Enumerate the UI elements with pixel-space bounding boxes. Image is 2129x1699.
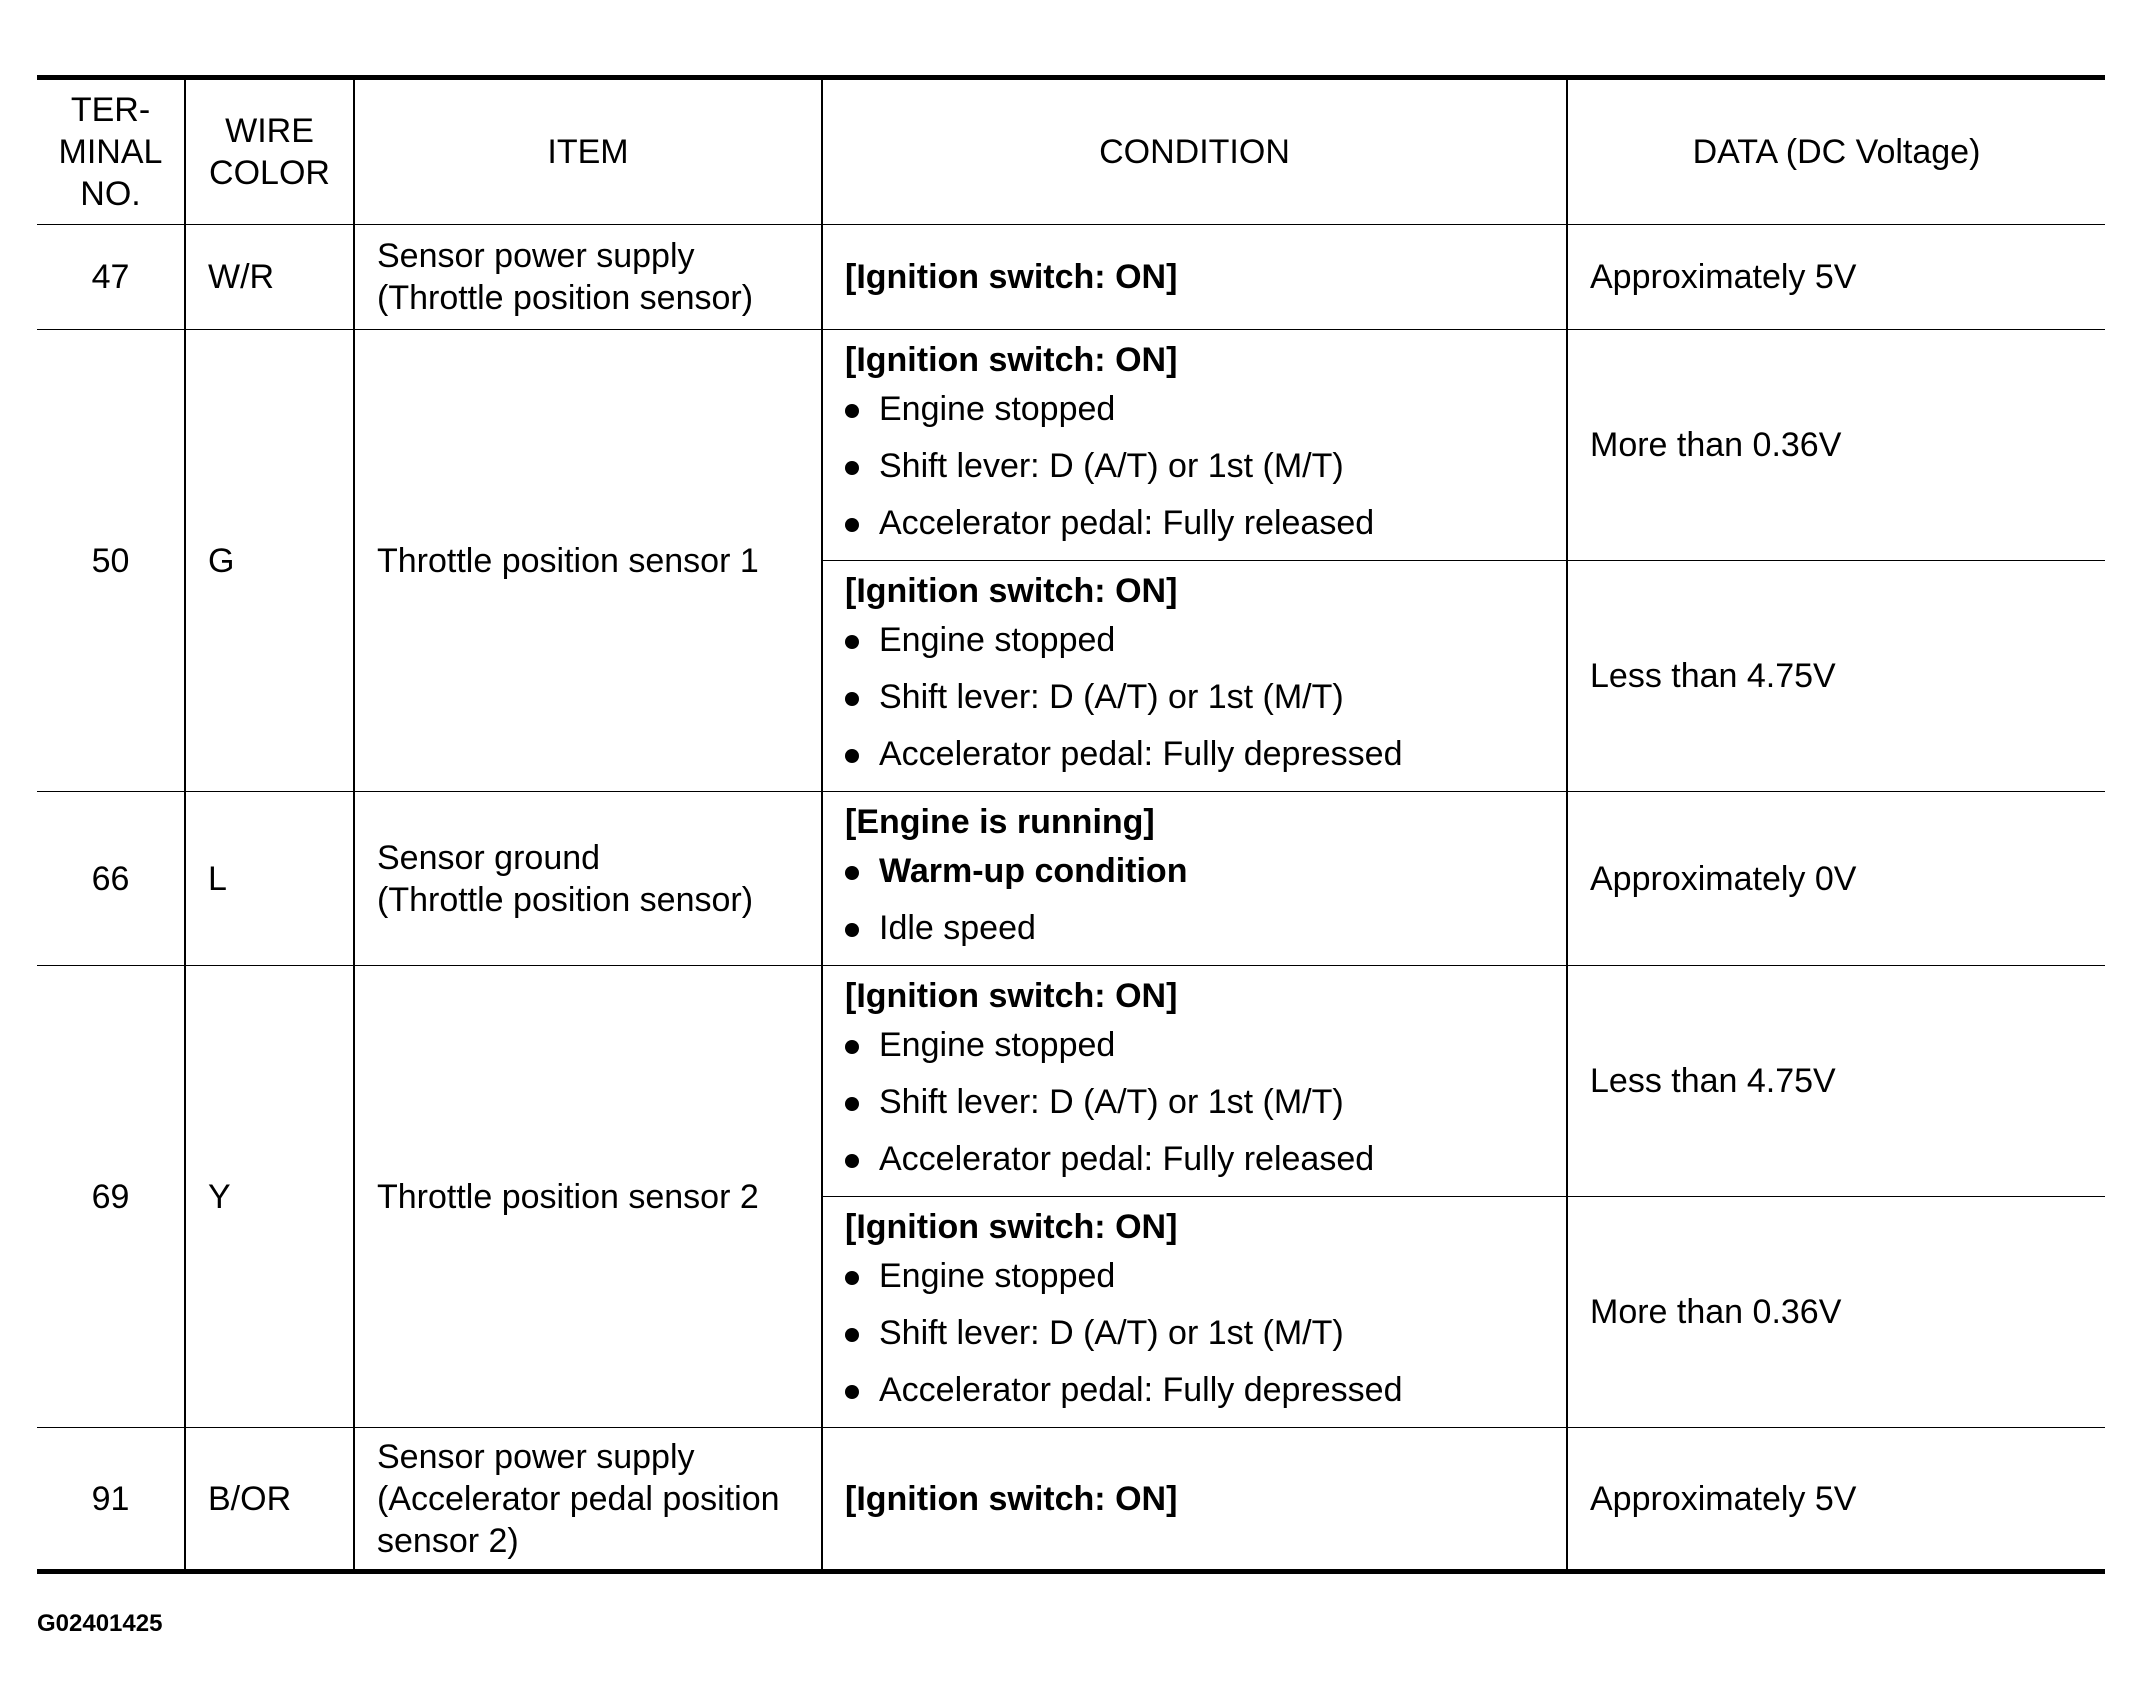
bullet-text: Accelerator pedal: Fully released: [879, 503, 1375, 542]
condition-cell: [822, 966, 1567, 1197]
condition-bullet: [845, 1362, 1556, 1419]
condition-bullet: [845, 843, 1556, 900]
bullet-icon: [845, 692, 859, 706]
bullet-icon: [845, 1040, 859, 1054]
data-voltage-cell: Less than 4.75V: [1567, 561, 2105, 792]
condition-header: [Ignition switch: ON]: [845, 976, 1178, 1015]
condition-header: [Ignition switch: ON]: [845, 571, 1178, 610]
condition-cell: [822, 1428, 1567, 1572]
data-voltage-cell: Approximately 5V: [1567, 1428, 2105, 1572]
condition-bullet: [845, 1248, 1556, 1305]
bullet-icon: [845, 1385, 859, 1399]
bullet-text: Shift lever: D (A/T) or 1st (M/T): [879, 1313, 1344, 1352]
bullet-text: Engine stopped: [879, 1025, 1116, 1064]
condition-header: [Ignition switch: ON]: [845, 340, 1178, 379]
header-data: DATA (DC Voltage): [1567, 78, 2105, 225]
bullet-text: Idle speed: [879, 908, 1036, 947]
condition-bullet: [845, 438, 1556, 495]
bullet-icon: [845, 1328, 859, 1342]
condition-cell: [822, 561, 1567, 792]
table-row: [37, 966, 2105, 1197]
table-row: [37, 1428, 2105, 1572]
bullet-icon: [845, 404, 859, 418]
wire-color-cell: Y: [185, 966, 354, 1428]
condition-bullet: [845, 900, 1556, 957]
header-terminal-no: TER- MINAL NO.: [37, 78, 185, 225]
terminal-data-table-container: [37, 75, 2105, 1574]
header-row: [37, 78, 2105, 225]
condition-cell: [822, 792, 1567, 966]
bullet-icon: [845, 749, 859, 763]
bullet-icon: [845, 866, 859, 880]
data-voltage-cell: Less than 4.75V: [1567, 966, 2105, 1197]
bullet-icon: [845, 518, 859, 532]
table-body: [37, 225, 2105, 1572]
condition-header: [Ignition switch: ON]: [845, 1479, 1178, 1518]
condition-bullet: [845, 1131, 1556, 1188]
bullet-text: Engine stopped: [879, 389, 1116, 428]
item-cell: Sensor power supply (Throttle position sensor): [354, 225, 822, 330]
bullet-text: Accelerator pedal: Fully depressed: [879, 1370, 1403, 1409]
figure-code: G02401425: [37, 1610, 163, 1637]
data-voltage-cell: Approximately 0V: [1567, 792, 2105, 966]
wire-color-cell: B/OR: [185, 1428, 354, 1572]
terminal-no-cell: 50: [37, 330, 185, 792]
condition-bullet: [845, 669, 1556, 726]
header-condition: CONDITION: [822, 78, 1567, 225]
condition-bullet: [845, 381, 1556, 438]
condition-bullet: [845, 1074, 1556, 1131]
bullet-icon: [845, 923, 859, 937]
terminal-no-cell: 66: [37, 792, 185, 966]
bullet-icon: [845, 1271, 859, 1285]
bullet-icon: [845, 1154, 859, 1168]
wire-color-cell: G: [185, 330, 354, 792]
condition-header: [Ignition switch: ON]: [845, 1207, 1178, 1246]
header-item: ITEM: [354, 78, 822, 225]
wire-color-cell: W/R: [185, 225, 354, 330]
condition-cell: [822, 330, 1567, 561]
data-voltage-cell: Approximately 5V: [1567, 225, 2105, 330]
data-voltage-cell: More than 0.36V: [1567, 330, 2105, 561]
condition-bullet: [845, 612, 1556, 669]
bullet-text: Accelerator pedal: Fully depressed: [879, 734, 1403, 773]
condition-cell: [822, 1197, 1567, 1428]
bullet-text: Shift lever: D (A/T) or 1st (M/T): [879, 446, 1344, 485]
bullet-text: Accelerator pedal: Fully released: [879, 1139, 1375, 1178]
table-row: [37, 792, 2105, 966]
data-voltage-cell: More than 0.36V: [1567, 1197, 2105, 1428]
item-cell: Sensor ground (Throttle position sensor): [354, 792, 822, 966]
terminal-no-cell: 47: [37, 225, 185, 330]
bullet-text: Engine stopped: [879, 1256, 1116, 1295]
bullet-text: Engine stopped: [879, 620, 1116, 659]
header-wire-color: WIRE COLOR: [185, 78, 354, 225]
bullet-text: Shift lever: D (A/T) or 1st (M/T): [879, 1082, 1344, 1121]
condition-bullet: [845, 1305, 1556, 1362]
terminal-no-cell: 69: [37, 966, 185, 1428]
bullet-icon: [845, 1097, 859, 1111]
condition-cell: [822, 225, 1567, 330]
condition-header: [Engine is running]: [845, 802, 1155, 841]
condition-header: [Ignition switch: ON]: [845, 258, 1178, 296]
table-row: [37, 225, 2105, 330]
terminal-no-cell: 91: [37, 1428, 185, 1572]
bullet-icon: [845, 635, 859, 649]
wire-color-cell: L: [185, 792, 354, 966]
item-cell: Throttle position sensor 1: [354, 330, 822, 792]
condition-bullet: [845, 495, 1556, 552]
table-row: [37, 330, 2105, 561]
terminal-data-table: [37, 75, 2105, 1574]
bullet-text: Shift lever: D (A/T) or 1st (M/T): [879, 677, 1344, 716]
item-cell: Sensor power supply (Accelerator pedal position sensor 2): [354, 1428, 822, 1572]
item-cell: Throttle position sensor 2: [354, 966, 822, 1428]
bullet-text: Warm-up condition: [879, 851, 1188, 890]
condition-bullet: [845, 1017, 1556, 1074]
bullet-icon: [845, 461, 859, 475]
condition-bullet: [845, 726, 1556, 783]
